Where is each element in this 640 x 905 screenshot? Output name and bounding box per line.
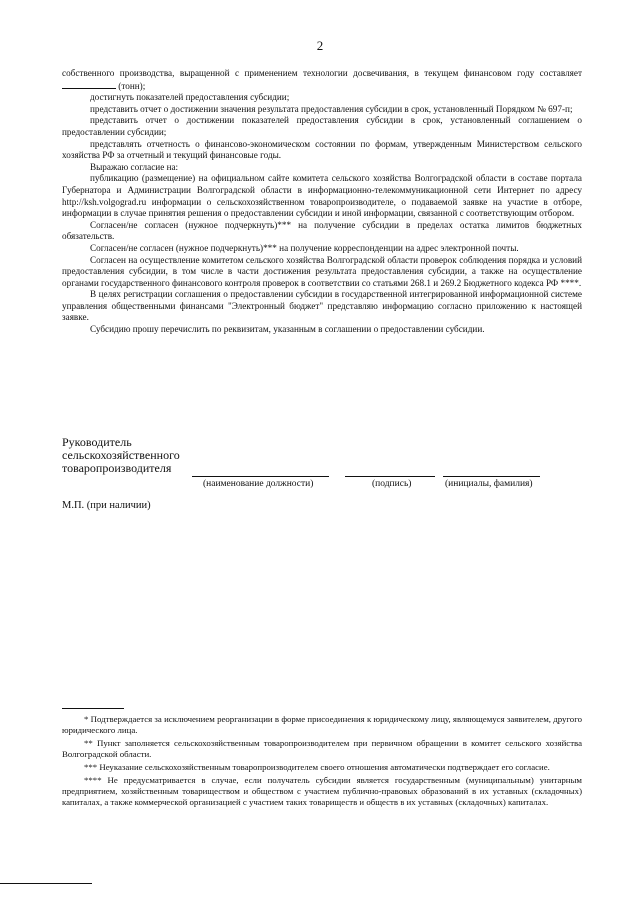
application-body xyxy=(62,68,582,336)
paragraph-item: публикацию (размещение) на официальном сайте комитета сельского хозяйства Волгоградской области в составе портала Губернатора и Администрации Волгоградской области в информационно-телекоммуникационной сети Интернет по адресу http://ksh.volgograd.ru информации о сельскохозяйственном товаропроизводителе, о подаваемой заявке на участие в отборе, информации в случае принятия решения о предоставлении субсидии и иной информации, связанной с соответствующим отбором. xyxy=(62,173,582,219)
caption-position: (наименование должности) xyxy=(203,479,314,489)
stamp-note: М.П. (при наличии) xyxy=(62,500,151,511)
paragraph-item: Выражаю согласие на: xyxy=(90,161,179,172)
paragraph-item: достигнуть показателей предоставления субсидии; xyxy=(90,92,290,103)
paragraph-production: собственного производства, выращенной с применением технологии досвечивания, в текущем финансовом году составляет (тонн); xyxy=(62,68,582,91)
name-signature-line xyxy=(443,476,540,477)
paragraph-item: Согласен на осуществление комитетом сельского хозяйства Волгоградской области проверок соблюдения порядка и условий предоставления субсидии, в том числе в части достижения результата предоставления субсидии, а также на осуществление органами государственного финансового контроля проверок в соответствии со статьями 268.1 и 269.2 Бюджетного кодекса РФ ****. xyxy=(62,254,582,288)
paragraph-item: Согласен/не согласен (нужное подчеркнуть)*** на получение корреспонденции на адрес электронной почты. xyxy=(90,242,519,253)
tonnage-blank-field xyxy=(62,80,116,89)
paragraph-item: представить отчет о достижении значения результата предоставления субсидии в срок, установленный Порядком № 697-п; xyxy=(90,103,573,114)
paragraph-item: В целях регистрации соглашения о предоставлении субсидии в государственной интегрированной информационной системе управления общественными финансами "Электронный бюджет" представляю информацию согласно приложению к настоящей заявке. xyxy=(62,289,582,323)
bottom-divider xyxy=(0,883,92,884)
signature-role: Руководитель сельскохозяйственного товаропроизводителя xyxy=(62,435,180,475)
signature-line xyxy=(345,476,435,477)
position-signature-line xyxy=(192,476,329,477)
footnote-divider xyxy=(62,708,124,709)
footnote-1: * Подтверждается за исключением реорганизации в форме присоединения к юридическому лицу, являющемуся заявителем, другого юридического лица. xyxy=(62,714,582,735)
footnotes xyxy=(62,714,582,810)
footnote-4: **** Не предусматривается в случае, если получатель субсидии является государственным (муниципальным) унитарным предприятием, хозяйственным товариществом и обществом с участием публично-правовых образований в их уставных (складочных) капиталах, а также коммерческой организацией с участием таких товариществ и обществ в их уставных (складочных) капиталах. xyxy=(62,775,582,807)
page-number: 2 xyxy=(316,38,324,53)
footnote-2: ** Пункт заполняется сельскохозяйственным товаропроизводителем при первичном обращении в комитет сельского хозяйства Волгоградской области. xyxy=(62,738,582,759)
caption-signature: (подпись) xyxy=(372,479,412,489)
footnote-3: *** Неуказание сельскохозяйственным товаропроизводителем своего отношения автоматически подтверждает его согласие. xyxy=(84,762,550,772)
paragraph-item: Согласен/не согласен (нужное подчеркнуть)*** на получение субсидии в пределах остатка лимитов бюджетных обязательств. xyxy=(62,219,582,242)
paragraph-item: Субсидию прошу перечислить по реквизитам, указанным в соглашении о предоставлении субсидии. xyxy=(90,324,485,335)
paragraph-item: представлять отчетность о финансово-экономическом состоянии по формам, утвержденным Министерством сельского хозяйства РФ за отчетный и текущий финансовые годы. xyxy=(62,138,582,161)
caption-name: (инициалы, фамилия) xyxy=(445,479,533,489)
paragraph-item: представить отчет о достижении показателей предоставления субсидии в срок, установленный соглашением о предоставлении субсидии; xyxy=(62,115,582,137)
